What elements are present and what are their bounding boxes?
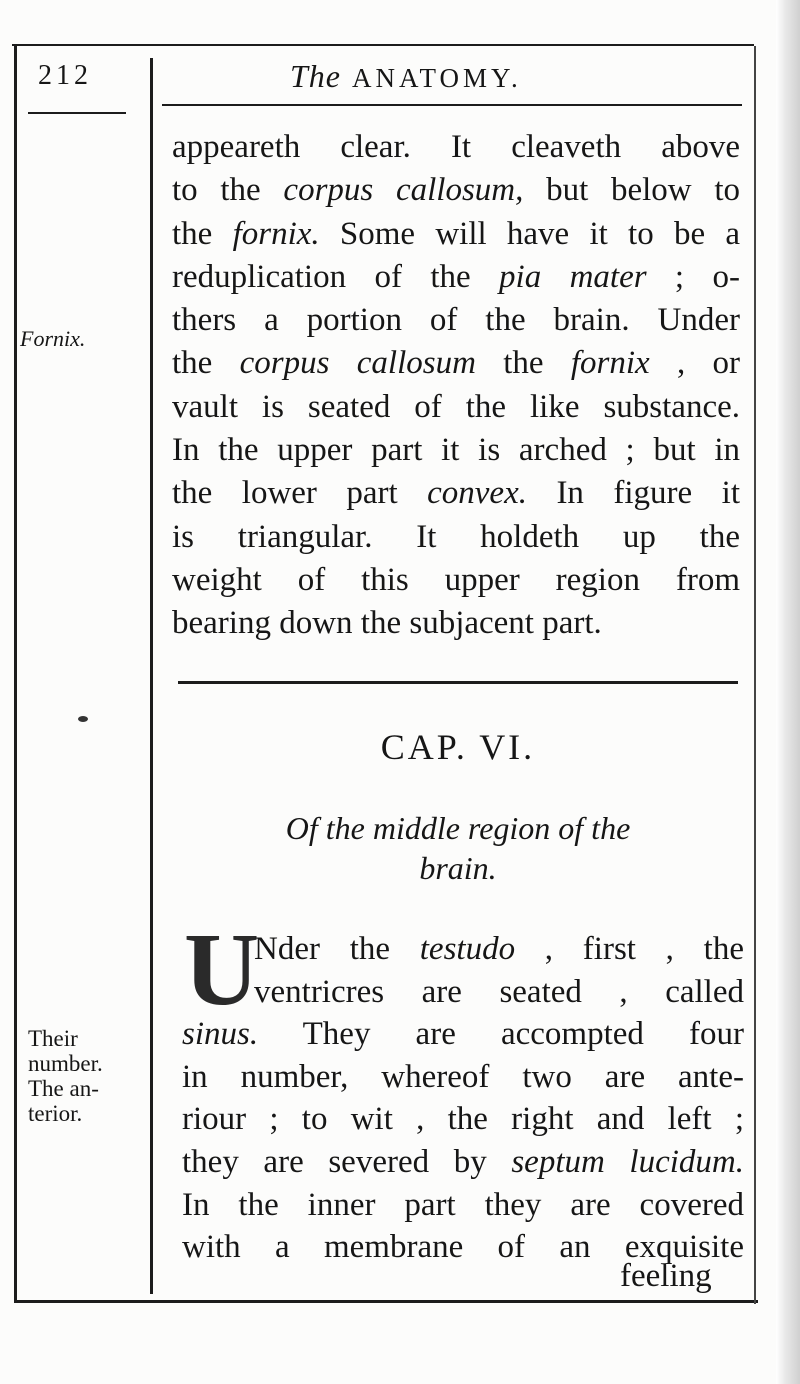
text-line xyxy=(172,299,740,342)
text-run: is triangular. It holdeth up the xyxy=(172,518,740,555)
text-line xyxy=(172,213,740,256)
text-line xyxy=(172,602,740,645)
text-line xyxy=(172,169,740,212)
italic-phrase: sinus. xyxy=(182,1016,259,1053)
margin-gutter-rule xyxy=(150,58,153,1294)
text-run: appeareth clear. It cleaveth above xyxy=(172,129,740,165)
header-rule-left xyxy=(28,112,126,114)
text-run: the xyxy=(172,345,240,382)
text-run: In the upper part it is arched ; but in xyxy=(172,432,740,469)
text-line xyxy=(182,971,744,1014)
text-run: In figure it xyxy=(526,475,740,512)
text-run: ventricres are seated , called xyxy=(254,973,744,1010)
text-line xyxy=(172,342,740,385)
text-run: with a membrane of an exquisite xyxy=(182,1229,744,1266)
text-run: they are severed by xyxy=(182,1143,512,1180)
italic-phrase: testudo xyxy=(419,931,516,967)
frame-right-rule xyxy=(754,46,756,1304)
italic-phrase: septum lucidum. xyxy=(511,1143,744,1180)
text-run: thers a portion of the brain. Under xyxy=(172,302,740,339)
text-run: to the xyxy=(172,172,284,209)
margin-note-number xyxy=(28,1026,148,1126)
text-run: the xyxy=(475,345,571,382)
italic-phrase: corpus callosum, xyxy=(283,172,524,209)
margin-note-fornix: Fornix. xyxy=(20,326,86,351)
page-spine-shadow xyxy=(776,0,800,1384)
text-run: In the inner part they are covered xyxy=(182,1186,744,1223)
frame-top-rule xyxy=(12,44,754,46)
margin-note-line: The an- xyxy=(28,1076,99,1101)
catchword: feeling xyxy=(620,1258,712,1294)
italic-phrase: fornix xyxy=(570,345,650,382)
text-line xyxy=(172,559,740,602)
running-head-prefix: The xyxy=(290,58,341,94)
text-line xyxy=(182,1141,744,1184)
text-line xyxy=(172,386,740,429)
running-head xyxy=(290,58,522,95)
chapter-subtitle xyxy=(178,808,738,888)
drop-cap: U xyxy=(184,912,260,1027)
subtitle-line: brain. xyxy=(419,850,497,886)
body-text-section-1 xyxy=(172,126,740,646)
text-line xyxy=(182,928,744,971)
text-run: ; o- xyxy=(646,258,740,295)
text-line xyxy=(182,1013,744,1056)
italic-phrase: pia mater xyxy=(499,258,647,295)
text-line xyxy=(182,1098,744,1141)
page-number: 212 xyxy=(38,60,92,91)
text-run: the xyxy=(172,215,233,252)
text-run: Some will have it to be a xyxy=(319,215,740,252)
italic-phrase: fornix. xyxy=(232,215,320,252)
running-head-title: ANATOMY. xyxy=(352,63,522,93)
frame-bottom-rule xyxy=(14,1300,758,1303)
text-run: reduplication of the xyxy=(172,258,500,295)
text-run: , or xyxy=(649,345,740,382)
body-text-section-2 xyxy=(182,912,744,1269)
text-line xyxy=(172,256,740,299)
italic-phrase: convex. xyxy=(427,475,527,512)
text-line xyxy=(182,1184,744,1227)
text-line xyxy=(172,429,740,472)
text-line xyxy=(182,1056,744,1099)
text-line xyxy=(172,516,740,559)
text-run: but below to xyxy=(523,172,740,209)
subtitle-line: Of the middle region of the xyxy=(285,810,631,846)
text-run: bearing down the subjacent part. xyxy=(172,605,602,642)
margin-note-line: number. xyxy=(28,1051,103,1076)
text-run: , first , the xyxy=(515,931,744,967)
header-rule-right xyxy=(162,104,742,106)
section-divider-rule xyxy=(178,681,738,684)
text-run: Nder the xyxy=(254,931,420,967)
margin-note-line: Their xyxy=(28,1026,78,1051)
chapter-heading: CAP. VI. xyxy=(380,727,536,767)
italic-phrase: corpus callosum xyxy=(239,345,476,382)
frame-left-rule xyxy=(14,44,17,1300)
text-run: vault is seated of the like substance. xyxy=(172,388,740,425)
text-line xyxy=(172,126,740,169)
text-run: in number, whereof two are ante- xyxy=(182,1058,744,1095)
ink-speck xyxy=(78,716,88,722)
text-line xyxy=(172,472,740,515)
text-run: They are accompted four xyxy=(258,1016,744,1053)
text-run: weight of this upper region from xyxy=(172,561,740,598)
margin-note-line: terior. xyxy=(28,1101,83,1126)
text-run: the lower part xyxy=(172,475,428,512)
text-run: riour ; to wit , the right and left ; xyxy=(182,1101,744,1138)
